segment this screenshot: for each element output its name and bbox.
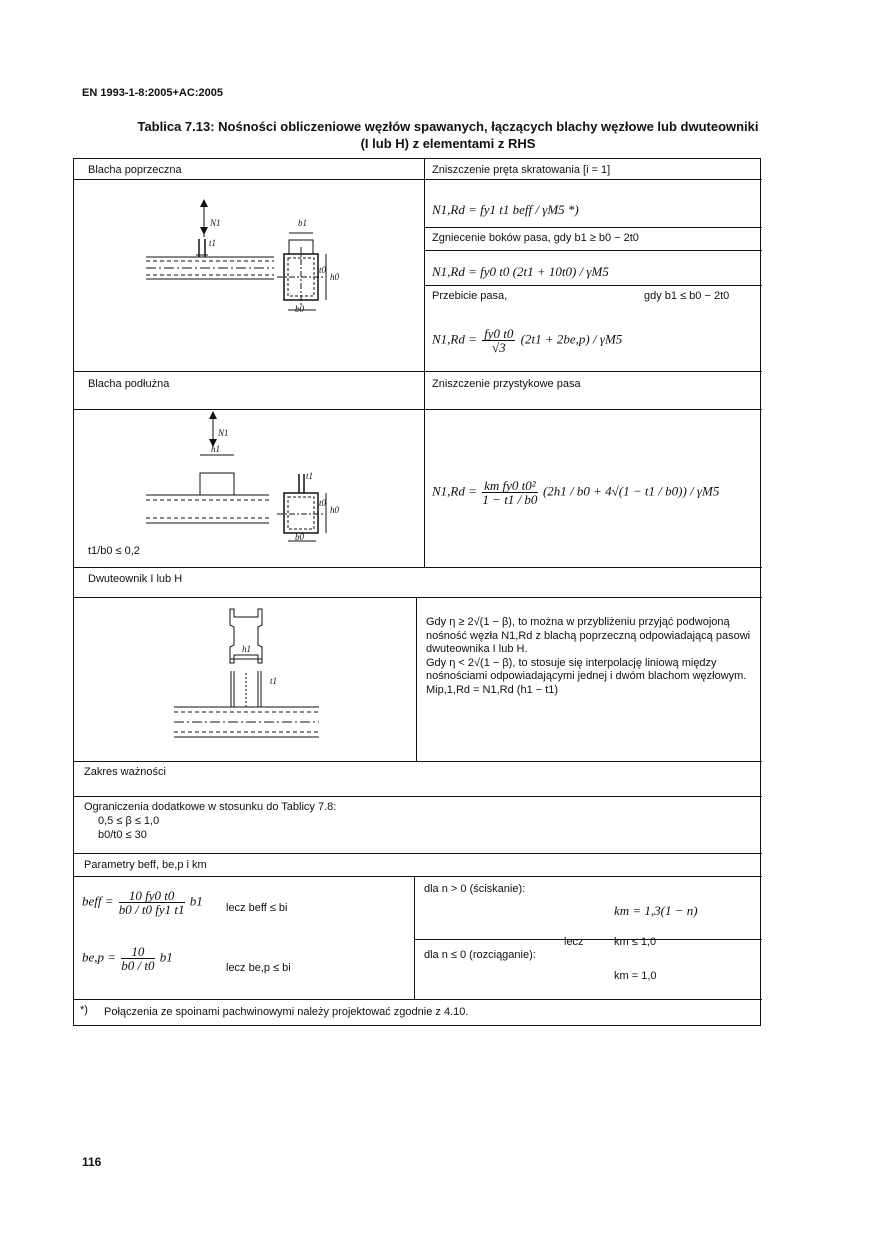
footnote-text: Połączenia ze spoinami pachwinowymi należy projektować zgodnie z 4.10. bbox=[104, 1006, 469, 1018]
bep-b1: b1 bbox=[159, 949, 173, 965]
diagram-transverse-plate bbox=[74, 179, 424, 371]
note-1: Gdy η ≥ 2√(1 − β), to można w przybliżeniu przyjąć podwojoną nośność węzła N1,Rd z blachą poprzeczną odpowiadającą pasowi dwuteownika I lub H. bbox=[426, 616, 751, 655]
f4-den: 1 − t1 / b0 bbox=[482, 492, 538, 507]
label-zniszczenie-przystykowe: Zniszczenie przystykowe pasa bbox=[432, 378, 581, 390]
table-title bbox=[70, 118, 826, 152]
diag1-t0: t0 bbox=[319, 265, 327, 275]
label-zakres: Zakres ważności bbox=[84, 766, 166, 778]
diag3-t1: t1 bbox=[270, 676, 278, 686]
label-n-le-0: dla n ≤ 0 (rozciąganie): bbox=[424, 949, 536, 961]
f3-fraction bbox=[482, 327, 515, 354]
diag1-n1: N1 bbox=[210, 218, 221, 228]
bep-den: b0 / t0 bbox=[121, 958, 155, 973]
beff-lecz: lecz beff ≤ bi bbox=[226, 902, 288, 914]
bep-num: 10 bbox=[121, 945, 154, 959]
ograniczenie-b0t0: b0/t0 ≤ 30 bbox=[98, 829, 147, 841]
diag2-h0: h0 bbox=[330, 505, 339, 515]
f4-fraction bbox=[482, 479, 538, 506]
bep-lhs: be,p = bbox=[82, 949, 117, 965]
diag3-h1: h1 bbox=[242, 644, 251, 654]
formula-3 bbox=[432, 327, 622, 354]
note-3: Mip,1,Rd = N1,Rd (h1 − t1) bbox=[426, 683, 559, 696]
km-formula-1: km = 1,3(1 − n) bbox=[614, 903, 698, 918]
diagram-i-section bbox=[74, 597, 416, 761]
label-blacha-podluzna: Blacha podłużna bbox=[88, 378, 170, 390]
condition-t1-b0: t1/b0 ≤ 0,2 bbox=[88, 545, 140, 557]
label-blacha-poprzeczna: Blacha poprzeczna bbox=[88, 164, 182, 176]
diag1-t1: t1 bbox=[209, 238, 217, 248]
km-lecz: lecz bbox=[564, 936, 584, 948]
beff-den: b0 / t0 fy1 t1 bbox=[118, 902, 185, 917]
diag1-b0: b0 bbox=[295, 304, 304, 314]
label-ograniczenia: Ograniczenia dodatkowe w stosunku do Tablicy 7.8: bbox=[84, 801, 337, 813]
diag2-n1: N1 bbox=[218, 428, 229, 438]
label-dwuteownik: Dwuteownik I lub H bbox=[88, 573, 183, 585]
km-limit: km ≤ 1,0 bbox=[614, 936, 657, 948]
f3-lhs: N1,Rd = bbox=[432, 331, 477, 347]
przebicie-condition: gdy b1 ≤ b0 − 2t0 bbox=[644, 290, 730, 302]
ograniczenie-beta: 0,5 ≤ β ≤ 1,0 bbox=[98, 815, 160, 827]
beff-num: 10 fy0 t0 bbox=[119, 889, 185, 903]
page-number: 116 bbox=[82, 1155, 102, 1169]
label-n-gt-0: dla n > 0 (ściskanie): bbox=[424, 883, 526, 895]
f4-rest: (2h1 / b0 + 4√(1 − t1 / b0)) / γM5 bbox=[542, 483, 720, 499]
diag2-h1: h1 bbox=[211, 444, 220, 454]
bep-fraction bbox=[121, 945, 154, 972]
formula-bep bbox=[82, 945, 173, 972]
diagram-longitudinal-plate bbox=[74, 409, 424, 567]
beff-b1: b1 bbox=[189, 893, 203, 909]
resistance-table bbox=[73, 158, 761, 1026]
note-2: Gdy η < 2√(1 − β), to stosuje się interpolację liniową między nośnościami odpowiadającymi jednej i dwóm blachom węzłowym. bbox=[426, 656, 747, 682]
f3-num: fy0 t0 bbox=[484, 326, 514, 341]
footnote-mark: *) bbox=[80, 1004, 88, 1016]
beff-lhs: beff = bbox=[82, 893, 114, 909]
title-line-1: Tablica 7.13: Nośności obliczeniowe węzłów spawanych, łączących blachy węzłowe lub dwuteowniki bbox=[137, 119, 759, 134]
label-parametry: Parametry beff, be,p i km bbox=[84, 859, 207, 871]
f3-den: √3 bbox=[491, 340, 506, 355]
diag2-t1: t1 bbox=[306, 471, 314, 481]
km-formula-2: km = 1,0 bbox=[614, 970, 657, 982]
formula-4 bbox=[432, 479, 719, 506]
document-header: EN 1993-1-8:2005+AC:2005 bbox=[82, 87, 223, 99]
diag2-t0: t0 bbox=[319, 498, 327, 508]
label-przebicie: Przebicie pasa, bbox=[432, 290, 508, 302]
title-line-2: (I lub H) z elementami z RHS bbox=[360, 136, 536, 151]
dwuteownik-note bbox=[426, 616, 756, 697]
label-zniszczenie-preta: Zniszczenie pręta skratowania [i = 1] bbox=[432, 164, 611, 176]
formula-1: N1,Rd = fy1 t1 beff / γM5 *) bbox=[432, 202, 579, 217]
f4-num: km fy0 t0² bbox=[484, 478, 536, 493]
bep-lecz: lecz be,p ≤ bi bbox=[226, 962, 291, 974]
f4-lhs: N1,Rd = bbox=[432, 483, 477, 499]
formula-2: N1,Rd = fy0 t0 (2t1 + 10t0) / γM5 bbox=[432, 264, 609, 279]
diag1-h0: h0 bbox=[330, 272, 339, 282]
diag2-b0: b0 bbox=[295, 532, 304, 542]
f3-rest: (2t1 + 2be,p) / γM5 bbox=[520, 331, 623, 347]
formula-beff bbox=[82, 889, 203, 916]
label-zgniecenie: Zgniecenie boków pasa, gdy b1 ≥ b0 − 2t0 bbox=[432, 232, 639, 244]
diag1-b1: b1 bbox=[298, 218, 307, 228]
beff-fraction bbox=[119, 889, 185, 916]
